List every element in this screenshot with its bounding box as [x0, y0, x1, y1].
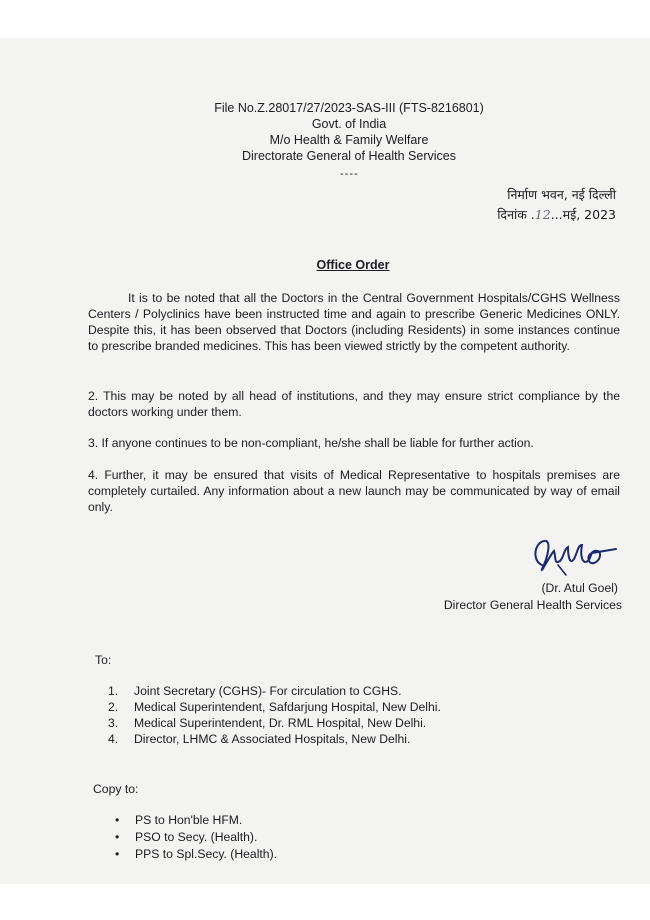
date-prefix: दिनांक . — [497, 207, 535, 222]
signatory-name: (Dr. Atul Goel) — [541, 581, 618, 595]
list-item — [108, 699, 441, 715]
item-number: 2. — [108, 700, 119, 714]
recipient-list — [108, 683, 441, 747]
letterhead — [0, 100, 650, 164]
copy-list — [115, 812, 277, 863]
order-paragraph-3: 3. If anyone continues to be non-compliant, he/she shall be liable for further action. — [88, 436, 534, 450]
item-number: 3. — [108, 716, 119, 730]
item-text: PSO to Secy. (Health). — [135, 830, 258, 844]
place: निर्माण भवन, नई दिल्ली — [507, 187, 616, 202]
bullet-icon: • — [115, 830, 120, 844]
directorate-line: Directorate General of Health Services — [242, 149, 456, 163]
to-label: To: — [95, 653, 112, 667]
order-title — [0, 258, 650, 272]
order-title-text: Office Order — [316, 258, 390, 272]
bullet-icon: • — [115, 813, 120, 827]
copy-to-label: Copy to: — [93, 782, 139, 796]
signatory-designation: Director General Health Services — [443, 598, 622, 612]
bullet-icon: • — [115, 847, 120, 861]
item-text: Director, LHMC & Associated Hospitals, New Delhi. — [134, 732, 411, 746]
order-paragraph-1: It is to be noted that all the Doctors in the Central Government Hospitals/CGHS Wellness Centers / Polyclinics have been instructed time and again to prescribe Generic Medicines ONLY. Despite this, it has been observed that Doctors (including Residents) in some instances continue to prescribe branded medicines. This has been viewed strictly by the competent authority. — [88, 291, 620, 353]
header-separator: ---- — [340, 168, 359, 180]
list-item — [108, 683, 441, 699]
item-text: Joint Secretary (CGHS)- For circulation to CGHS. — [134, 684, 402, 698]
list-item — [115, 846, 277, 863]
order-paragraph-4: 4. Further, it may be ensured that visits of Medical Representative to hospitals premises are completely curtailed. Any information about a new launch may be communicated by way of email only. — [88, 468, 620, 514]
place-date — [497, 185, 616, 225]
item-text: PPS to Spl.Secy. (Health). — [135, 847, 278, 861]
item-text: Medical Superintendent, Dr. RML Hospital, New Delhi. — [134, 716, 427, 730]
file-number: File No.Z.28017/27/2023-SAS-III (FTS-8216801) — [214, 101, 484, 115]
list-item — [115, 829, 277, 846]
govt-line: Govt. of India — [311, 117, 387, 131]
list-item — [115, 812, 277, 829]
order-paragraph-2: 2. This may be noted by all head of institutions, and they may ensure strict compliance by the doctors working under them. — [88, 389, 620, 419]
date-line — [497, 205, 616, 225]
item-text: Medical Superintendent, Safdarjung Hospital, New Delhi. — [134, 700, 441, 714]
item-number: 1. — [108, 684, 119, 698]
ministry-line: M/o Health & Family Welfare — [269, 133, 429, 147]
date-day: 12 — [534, 207, 551, 222]
list-item — [108, 731, 441, 747]
item-number: 4. — [108, 732, 119, 746]
document-page — [0, 38, 650, 884]
item-text: PS to Hon'ble HFM. — [135, 813, 243, 827]
date-suffix: ...मई, 2023 — [550, 207, 616, 222]
signature-scribble — [528, 535, 618, 581]
list-item — [108, 715, 441, 731]
